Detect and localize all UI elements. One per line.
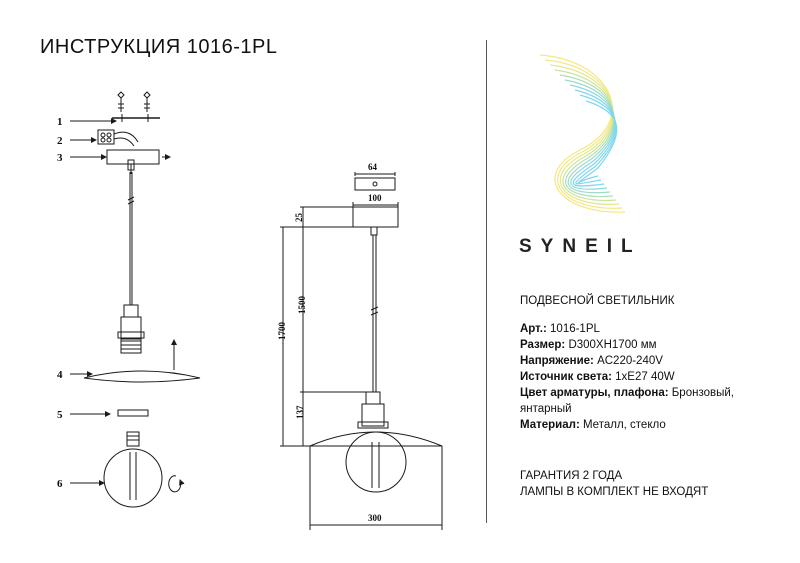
dim-cord-length: 1500 — [297, 296, 307, 314]
canopy — [353, 207, 398, 227]
dimension-labels — [277, 162, 382, 523]
dim-mount-width: 64 — [368, 162, 377, 172]
dim-canopy-height: 25 — [294, 213, 304, 222]
callout-6: 6 — [57, 478, 63, 490]
bulb — [346, 432, 406, 492]
spec-size: Размер: D300XH1700 мм — [520, 339, 657, 351]
dim-shade-diameter: 300 — [368, 513, 382, 523]
spec-light-source: Источник света: 1xE27 40W — [520, 371, 675, 383]
logo-wave-graphic — [540, 55, 625, 212]
callout-2: 2 — [57, 135, 63, 147]
footer-notes — [520, 468, 780, 500]
spec-color: Цвет арматуры, плафона: Бронзовый, янтарный — [520, 387, 734, 415]
product-type: ПОДВЕСНОЙ СВЕТИЛЬНИК — [520, 295, 675, 307]
terminal-block-part-2 — [98, 130, 138, 146]
dimension-drawing — [280, 172, 442, 530]
bulb-part-6 — [104, 432, 181, 507]
cord — [128, 172, 134, 305]
callout-1: 1 — [57, 116, 63, 128]
exploded-view — [70, 92, 200, 507]
callout-numbers — [57, 116, 63, 490]
callout-4: 4 — [57, 369, 63, 381]
spec-voltage: Напряжение: AC220-240V — [520, 355, 663, 367]
canopy-part-3 — [107, 150, 170, 174]
shade-part-4 — [84, 371, 200, 382]
mounting-bar — [355, 178, 395, 190]
shade — [310, 432, 442, 446]
dim-total-height: 1700 — [277, 322, 287, 340]
page-title: ИНСТРУКЦИЯ 1016-1PL — [40, 36, 278, 58]
warranty-note: ГАРАНТИЯ 2 ГОДА — [520, 470, 623, 482]
dim-canopy-width: 100 — [368, 193, 382, 203]
spec-list — [520, 321, 780, 433]
callout-5: 5 — [57, 409, 63, 421]
callout-3: 3 — [57, 152, 63, 164]
spec-article: Арт.: 1016-1PL — [520, 323, 600, 335]
brand-logo-text: SYNEIL — [519, 236, 642, 257]
dim-shade-height: 137 — [295, 405, 305, 419]
spec-material: Материал: Металл, стекло — [520, 419, 666, 431]
socket — [118, 305, 144, 353]
bulbs-not-included-note: ЛАМПЫ В КОМПЛЕКТ НЕ ВХОДЯТ — [520, 486, 709, 498]
screws-part-1 — [112, 92, 160, 122]
ring-part-5 — [118, 410, 148, 416]
